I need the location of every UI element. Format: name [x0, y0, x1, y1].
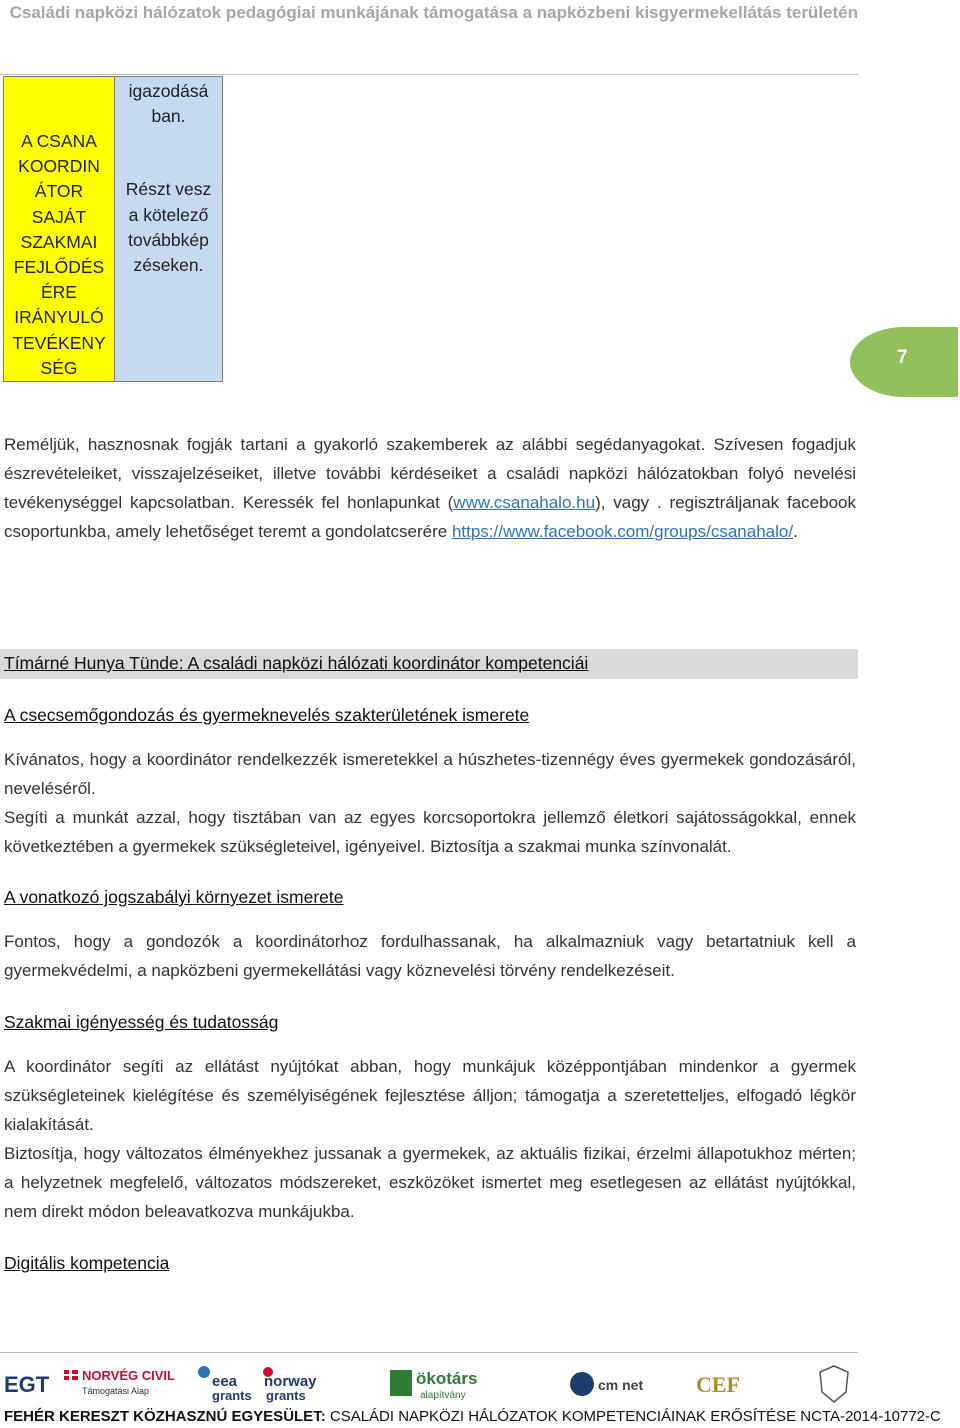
website-link[interactable]: www.csanahalo.hu [453, 493, 596, 512]
childcare-paragraphs [4, 745, 856, 861]
egt-logo-mark [2, 1362, 62, 1402]
cef-text: CEF [696, 1372, 740, 1397]
heading-professional-awareness: Szakmai igényesség és tudatosság [4, 1012, 279, 1032]
norveg-civil-text: NORVÉG CIVIL [82, 1368, 175, 1383]
okotars-text: ökotárs [416, 1369, 478, 1388]
eea-grants-logo-mark [196, 1362, 258, 1406]
intro-text-2: ), vagy . regisztráljanak facebook csoportunkba, amely lehetőséget teremt a gondolatcserére [4, 493, 856, 541]
competency-table [3, 76, 223, 382]
page-number: 7 [897, 347, 908, 368]
sponsor-logos [0, 1356, 858, 1408]
paragraph: Kívánatos, hogy a koordinátor rendelkezzék ismeretekkel a húszhetes-tizennégy éves gyermekek gondozásáról, neveléséről. [4, 750, 856, 798]
heading-digital-competence: Digitális kompetencia [4, 1253, 170, 1273]
cef-logo-mark [690, 1362, 760, 1406]
cmnet-logo [568, 1362, 654, 1402]
paragraph: Fontos, hogy a gondozók a koordinátorhoz fordulhassanak, ha alkalmazniuk vagy betartatniuk kell a gyermekvédelmi, a napközbeni gyermekellátási vagy köznevelési törvény rendelkezéseit. [4, 932, 856, 980]
legal-paragraph [4, 927, 856, 985]
okotars-logo [390, 1362, 490, 1402]
norway-text: norway [264, 1373, 317, 1390]
competency-label: A CSANA KOORDIN ÁTOR SAJÁT SZAKMAI FEJLŐDÉS ÉRE IRÁNYULÓ TEVÉKENY SÉG [12, 131, 106, 378]
norway-grants-logo [262, 1362, 332, 1402]
section-title: Tímárné Hunya Tünde: A családi napközi hálózati koordinátor kompetenciái [4, 653, 589, 673]
paragraph: Segíti a munkát azzal, hogy tisztában van az egyes korcsoportokra jellemző életkori sajátosságokkal, ennek következtében a gyermekek szükségleteivel, igényeivel. Biztosítja a szakmai munka színvonalát. [4, 808, 856, 856]
competency-detail-top: igazodásá ban. [128, 81, 209, 127]
competency-label-cell [4, 77, 115, 382]
okotars-subtext: alapítvány [420, 1390, 466, 1401]
footer-divider [0, 1352, 858, 1353]
footer-project: CSALÁDI NAPKÖZI HÁLÓZATOK KOMPETENCIÁINAK ERŐSÍTÉSE NCTA-2014-10772-C [325, 1408, 941, 1425]
eea-subtext: grants [212, 1388, 252, 1403]
norway-subtext: grants [266, 1388, 306, 1403]
eea-grants-logo [196, 1362, 258, 1402]
facebook-link[interactable]: https://www.facebook.com/groups/csanahalo/ [451, 522, 794, 541]
cmnet-text: cm net [598, 1377, 644, 1393]
professional-paragraphs [4, 1052, 856, 1226]
intro-text-3: . [793, 522, 798, 541]
egt-logo-text: EGT [4, 1372, 50, 1397]
paragraph: A koordinátor segíti az ellátást nyújtókat abban, hogy munkájuk középpontjában mindenkor a gyermek szükségleteinek kielégítése és személyiségének fejlesztése álljon; támogatja a szeretetteljes, elfogadó légkör kialakítását. [4, 1057, 856, 1134]
okotars-logo-mark [390, 1362, 490, 1406]
heading-legal-environment: A vonatkozó jogszabályi környezet ismerete [4, 887, 344, 907]
page-number-badge [850, 327, 958, 397]
header-divider [0, 74, 858, 75]
paragraph: Biztosítja, hogy változatos élményekhez jussanak a gyermekek, az aktuális fizikai, érzelmi állapotukhoz mérten; a helyzetnek megfelelő, változatos módszereket, eszközöket ismertet meg esetlegesen az ellátást nyújtókkal, nem direkt módon beleavatkozva munkájukba. [4, 1144, 856, 1221]
competency-detail-cell [115, 77, 223, 382]
running-header: Családi napközi hálózatok pedagógiai munkájának támogatása a napközbeni kisgyermekellátás területén [9, 3, 858, 22]
footer-line [4, 1408, 941, 1425]
cef-logo [690, 1362, 760, 1402]
norveg-civil-logo [64, 1362, 176, 1402]
cmnet-logo-mark [568, 1362, 654, 1406]
crest-logo [814, 1362, 854, 1402]
egt-logo [2, 1362, 62, 1402]
footer-organization: FEHÉR KERESZT KÖZHASZNÚ EGYESÜLET: [4, 1408, 326, 1425]
intro-paragraph [4, 430, 856, 546]
eea-text: eea [212, 1373, 238, 1390]
crest-icon [814, 1362, 854, 1406]
norveg-civil-logo-mark [64, 1362, 176, 1402]
norway-grants-logo-mark [262, 1362, 332, 1406]
norveg-civil-subtext: Támogatási Alap [82, 1386, 150, 1396]
heading-childcare-knowledge: A csecsemőgondozás és gyermeknevelés szakterületének ismerete [4, 705, 530, 725]
competency-detail-bottom: Részt vesz a kötelező továbbkép zéseken. [125, 179, 212, 276]
intro-text-1: Reméljük, hasznosnak fogják tartani a gyakorló szakemberek az alábbi segédanyagokat. Szívesen fogadjuk észrevételeiket, visszajelzéseiket, illetve további kérdéseiket a családi napközi hálózatokban folyó nevelési tevékenységgel kapcsolatban. Keressék fel honlapunkat ( [4, 435, 856, 512]
